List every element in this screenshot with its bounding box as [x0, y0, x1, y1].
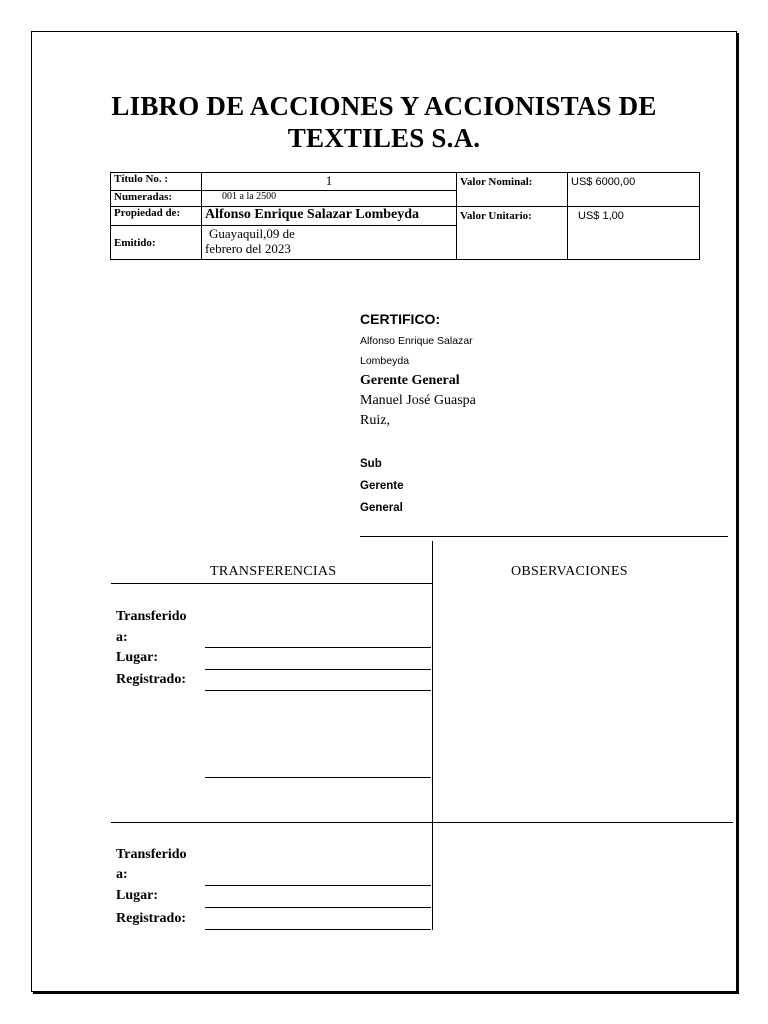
propiedad-label: Propiedad de: [111, 207, 202, 226]
share-info-table [110, 172, 700, 260]
certifico-role-2-line-1: Sub [360, 458, 382, 470]
registrado-field-1[interactable] [205, 690, 431, 691]
observaciones-heading: OBSERVACIONES [511, 564, 628, 579]
titulo-label: Título No. : [111, 173, 202, 191]
title-line-2: TEXTILES S.A. [287, 123, 481, 153]
valor-unitario-value: US$ 1,00 [568, 207, 700, 260]
certifico-name-1-line-2: Lombeyda [360, 355, 410, 367]
certifico-block [360, 309, 620, 519]
certifico-role-1: Gerente General [360, 373, 460, 388]
registrado-field-2[interactable] [205, 929, 431, 930]
certifico-name-2-line-1: Manuel José Guaspa [360, 393, 476, 408]
transferencias-heading: TRANSFERENCIAS [210, 564, 337, 579]
emitido-label: Emitido: [111, 226, 202, 260]
lugar-field-2[interactable] [205, 907, 431, 908]
transferido-label-1: Transferido [116, 609, 187, 624]
signature-line [360, 536, 728, 537]
transferido-label-1-cont: a: [116, 630, 128, 645]
extra-line-1 [205, 777, 431, 778]
transferido-label-2-cont: a: [116, 867, 128, 882]
valor-nominal-label: Valor Nominal: [457, 173, 568, 207]
certifico-name-1-line-1: Alfonso Enrique Salazar [360, 335, 473, 347]
column-divider [432, 541, 433, 930]
emitido-value-line-1: Guayaquil,09 de [209, 226, 295, 241]
transferido-field-2[interactable] [205, 885, 431, 886]
document-title [32, 90, 736, 154]
valor-unitario-label: Valor Unitario: [457, 207, 568, 260]
transferencias-underline [111, 583, 432, 584]
valor-nominal-value: US$ 6000,00 [568, 173, 700, 207]
registrado-label-2: Registrado: [116, 911, 186, 926]
registrado-label-1: Registrado: [116, 672, 186, 687]
certifico-role-2-line-3: General [360, 502, 403, 514]
propiedad-value: Alfonso Enrique Salazar Lombeyda [202, 207, 457, 226]
lugar-label-2: Lugar: [116, 888, 158, 903]
titulo-value: 1 [202, 173, 457, 191]
title-line-1: LIBRO DE ACCIONES Y ACCIONISTAS DE [111, 91, 657, 121]
certifico-name-2-line-2: Ruiz, [360, 413, 390, 428]
emitido-value-line-2: febrero del 2023 [205, 241, 291, 256]
transferido-label-2: Transferido [116, 847, 187, 862]
certifico-role-2-line-2: Gerente [360, 480, 404, 492]
lugar-field-1[interactable] [205, 669, 431, 670]
section-divider [111, 822, 733, 823]
emitido-value [202, 226, 457, 260]
numeradas-value: 001 a la 2500 [202, 191, 457, 207]
transferido-field-1[interactable] [205, 647, 431, 648]
certifico-heading: CERTIFICO: [360, 311, 441, 327]
lugar-label-1: Lugar: [116, 650, 158, 665]
numeradas-label: Numeradas: [111, 191, 202, 207]
